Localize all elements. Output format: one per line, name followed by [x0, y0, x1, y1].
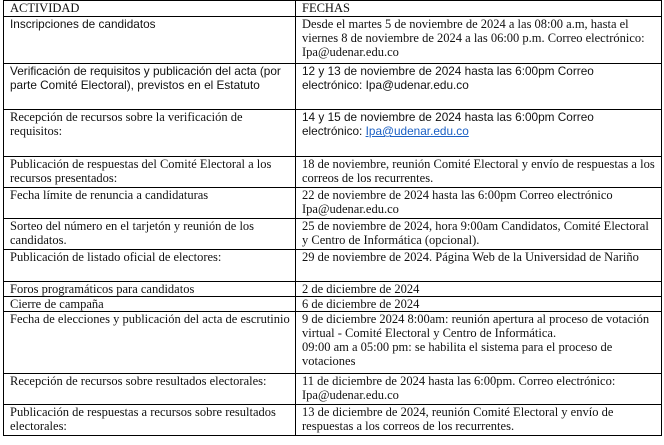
header-activity: ACTIVIDAD	[4, 1, 296, 17]
date-text: 2 de diciembre de 2024	[302, 282, 420, 296]
activity-cell: Inscripciones de candidatos	[4, 17, 296, 64]
date-cell	[296, 110, 662, 157]
date-cell	[296, 312, 662, 374]
date-cell	[296, 64, 662, 110]
activity-cell: Verificación de requisitos y publicación del acta (por parte Comité Electoral), previstos en el Estatuto	[4, 64, 296, 110]
header-dates: FECHAS	[296, 1, 662, 17]
table-row	[4, 64, 662, 110]
date-cell	[296, 250, 662, 282]
schedule-table	[3, 0, 662, 436]
date-text: 6 de diciembre de 2024	[302, 297, 420, 311]
activity-cell: Recepción de recursos sobre la verificación de requisitos:	[4, 110, 296, 157]
activity-cell: Sorteo del número en el tarjetón y reunión de los candidatos.	[4, 219, 296, 250]
date-text: 9 de diciembre 2024 8:00am: reunión apertura al proceso de votación virtual - Comité Electoral y Centro de Informática.	[302, 312, 650, 340]
activity-cell: Fecha límite de renuncia a candidaturas	[4, 188, 296, 219]
table-row	[4, 110, 662, 157]
date-cell	[296, 282, 662, 297]
date-text: 11 de diciembre de 2024 hasta las 6:00pm. Correo electrónico: Ipa@udenar.edu.co	[302, 374, 616, 402]
date-cell	[296, 297, 662, 312]
table-row	[4, 297, 662, 312]
activity-cell: Foros programáticos para candidatos	[4, 282, 296, 297]
date-text: 18 de noviembre, reunión Comité Electoral y envío de respuestas a los correos de los recurrentes.	[302, 157, 655, 185]
date-text-secondary: 09:00 am a 05:00 pm: se habilita el sistema para el proceso de votaciones	[302, 340, 613, 368]
date-text: 12 y 13 de noviembre de 2024 hasta las 6:00pm Correo electrónico: Ipa@udenar.edu.co	[302, 64, 594, 92]
table-row	[4, 17, 662, 64]
table-row	[4, 282, 662, 297]
table-row	[4, 188, 662, 219]
activity-cell: Publicación de respuestas a recursos sobre resultados electorales:	[4, 405, 296, 436]
table-row	[4, 405, 662, 436]
date-cell	[296, 17, 662, 64]
activity-cell: Cierre de campaña	[4, 297, 296, 312]
date-text: 22 de noviembre de 2024 hasta las 6:00pm Correo electrónico Ipa@udenar.edu.co	[302, 188, 613, 216]
activity-cell: Recepción de recursos sobre resultados electorales:	[4, 374, 296, 405]
table-row	[4, 157, 662, 188]
table-row	[4, 374, 662, 405]
date-cell	[296, 374, 662, 405]
date-text: 25 de noviembre de 2024, hora 9:00am Candidatos, Comité Electoral y Centro de Informática (opcional).	[302, 219, 649, 247]
date-text: 29 de noviembre de 2024. Página Web de la Universidad de Nariño	[302, 250, 639, 264]
date-text: Desde el martes 5 de noviembre de 2024 a las 08:00 a.m, hasta el viernes 8 de noviembre de 2024 a las 06:00 p.m. Correo electrónico: Ipa@udenar.edu.co	[302, 17, 645, 59]
header-row	[4, 1, 662, 17]
date-text: 14 y 15 de noviembre de 2024 hasta las 6:00pm Correo electrónico:	[302, 110, 594, 138]
email-link[interactable]: Ipa@udenar.edu.co	[365, 124, 469, 138]
date-cell	[296, 219, 662, 250]
activity-cell: Publicación de respuestas del Comité Electoral a los recursos presentados:	[4, 157, 296, 188]
table-row	[4, 312, 662, 374]
table-row	[4, 250, 662, 282]
activity-cell: Publicación de listado oficial de electores:	[4, 250, 296, 282]
date-cell	[296, 157, 662, 188]
date-text: 13 de diciembre de 2024, reunión Comité Electoral y envío de respuestas a los correos de los recurrentes.	[302, 405, 614, 433]
activity-cell: Fecha de elecciones y publicación del acta de escrutinio	[4, 312, 296, 374]
date-cell	[296, 188, 662, 219]
date-cell	[296, 405, 662, 436]
table-row	[4, 219, 662, 250]
